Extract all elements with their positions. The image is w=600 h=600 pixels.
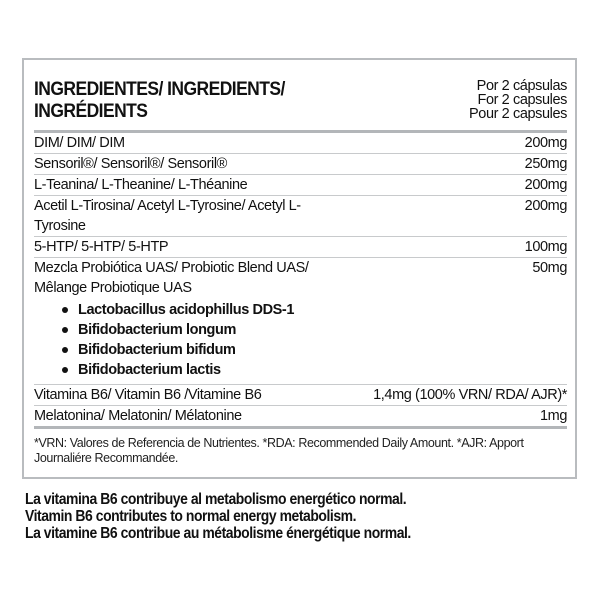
ingredient-row — [34, 133, 567, 154]
strain-list — [34, 300, 567, 380]
ingredient-amount: 200mg — [524, 198, 567, 214]
bullet-icon — [62, 367, 68, 373]
ingredient-row — [34, 385, 567, 406]
ingredient-row — [34, 237, 567, 258]
ingredient-amount: 200mg — [524, 135, 567, 151]
ingredient-row — [34, 258, 567, 298]
ingredient-amount: 1mg — [539, 408, 567, 424]
ingredients-panel — [22, 58, 577, 479]
serving-size: Por 2 cápsulas For 2 capsules Pour 2 capsules — [469, 78, 567, 122]
probiotic-blend — [34, 258, 567, 385]
ingredient-name: Sensoril®/ Sensoril®/ Sensoril® — [34, 156, 227, 172]
strain-item: Bifidobacterium longum — [62, 320, 567, 340]
footnote: *VRN: Valores de Referencia de Nutrientes. *RDA: Recommended Daily Amount. *AJR: Apport Journaliére Recommandée. — [34, 436, 524, 465]
bullet-icon — [62, 347, 68, 353]
ingredient-amount: 100mg — [524, 239, 567, 255]
claim-fr: La vitamine B6 contribue au métabolisme énergétique normal. — [25, 525, 411, 542]
ingredient-amount: 250mg — [524, 156, 567, 172]
strain-item: Lactobacillus acidophillus DDS-1 — [62, 300, 567, 320]
ingredient-name: DIM/ DIM/ DIM — [34, 135, 125, 151]
ingredient-amount: 1,4mg (100% VRN/ RDA/ AJR)* — [373, 387, 567, 403]
strain-item: Bifidobacterium bifidum — [62, 340, 567, 360]
ingredient-row — [34, 175, 567, 196]
ingredient-amount: 50mg — [532, 260, 567, 276]
claim-es: La vitamina B6 contribuye al metabolismo energético normal. — [25, 491, 407, 508]
ingredient-row — [34, 406, 567, 429]
ingredient-name: 5-HTP/ 5-HTP/ 5-HTP — [34, 239, 169, 255]
ingredient-name: Vitamina B6/ Vitamin B6 /Vitamine B6 — [34, 387, 262, 403]
ingredient-row — [34, 154, 567, 175]
ingredient-row — [34, 196, 567, 237]
ingredient-name: L-Teanina/ L-Theanine/ L-Théanine — [34, 177, 248, 193]
ingredient-name: Acetil L-Tirosina/ Acetyl L-Tyrosine/ Acetyl L-Tyrosine — [34, 198, 301, 234]
claim-en: Vitamin B6 contributes to normal energy metabolism. — [25, 508, 357, 525]
health-claims — [25, 491, 411, 542]
table-title: INGREDIENTES/ INGREDIENTS/ INGRÉDIENTS — [34, 79, 285, 122]
strain-item: Bifidobacterium lactis — [62, 360, 567, 380]
ingredient-amount: 200mg — [524, 177, 567, 193]
ingredient-name: Mezcla Probiótica UAS/ Probiotic Blend UAS/ Mêlange Probiotique UAS — [34, 260, 309, 296]
table-header — [34, 60, 567, 133]
bullet-icon — [62, 307, 68, 313]
ingredient-name: Melatonina/ Melatonin/ Mélatonine — [34, 408, 242, 424]
bullet-icon — [62, 327, 68, 333]
